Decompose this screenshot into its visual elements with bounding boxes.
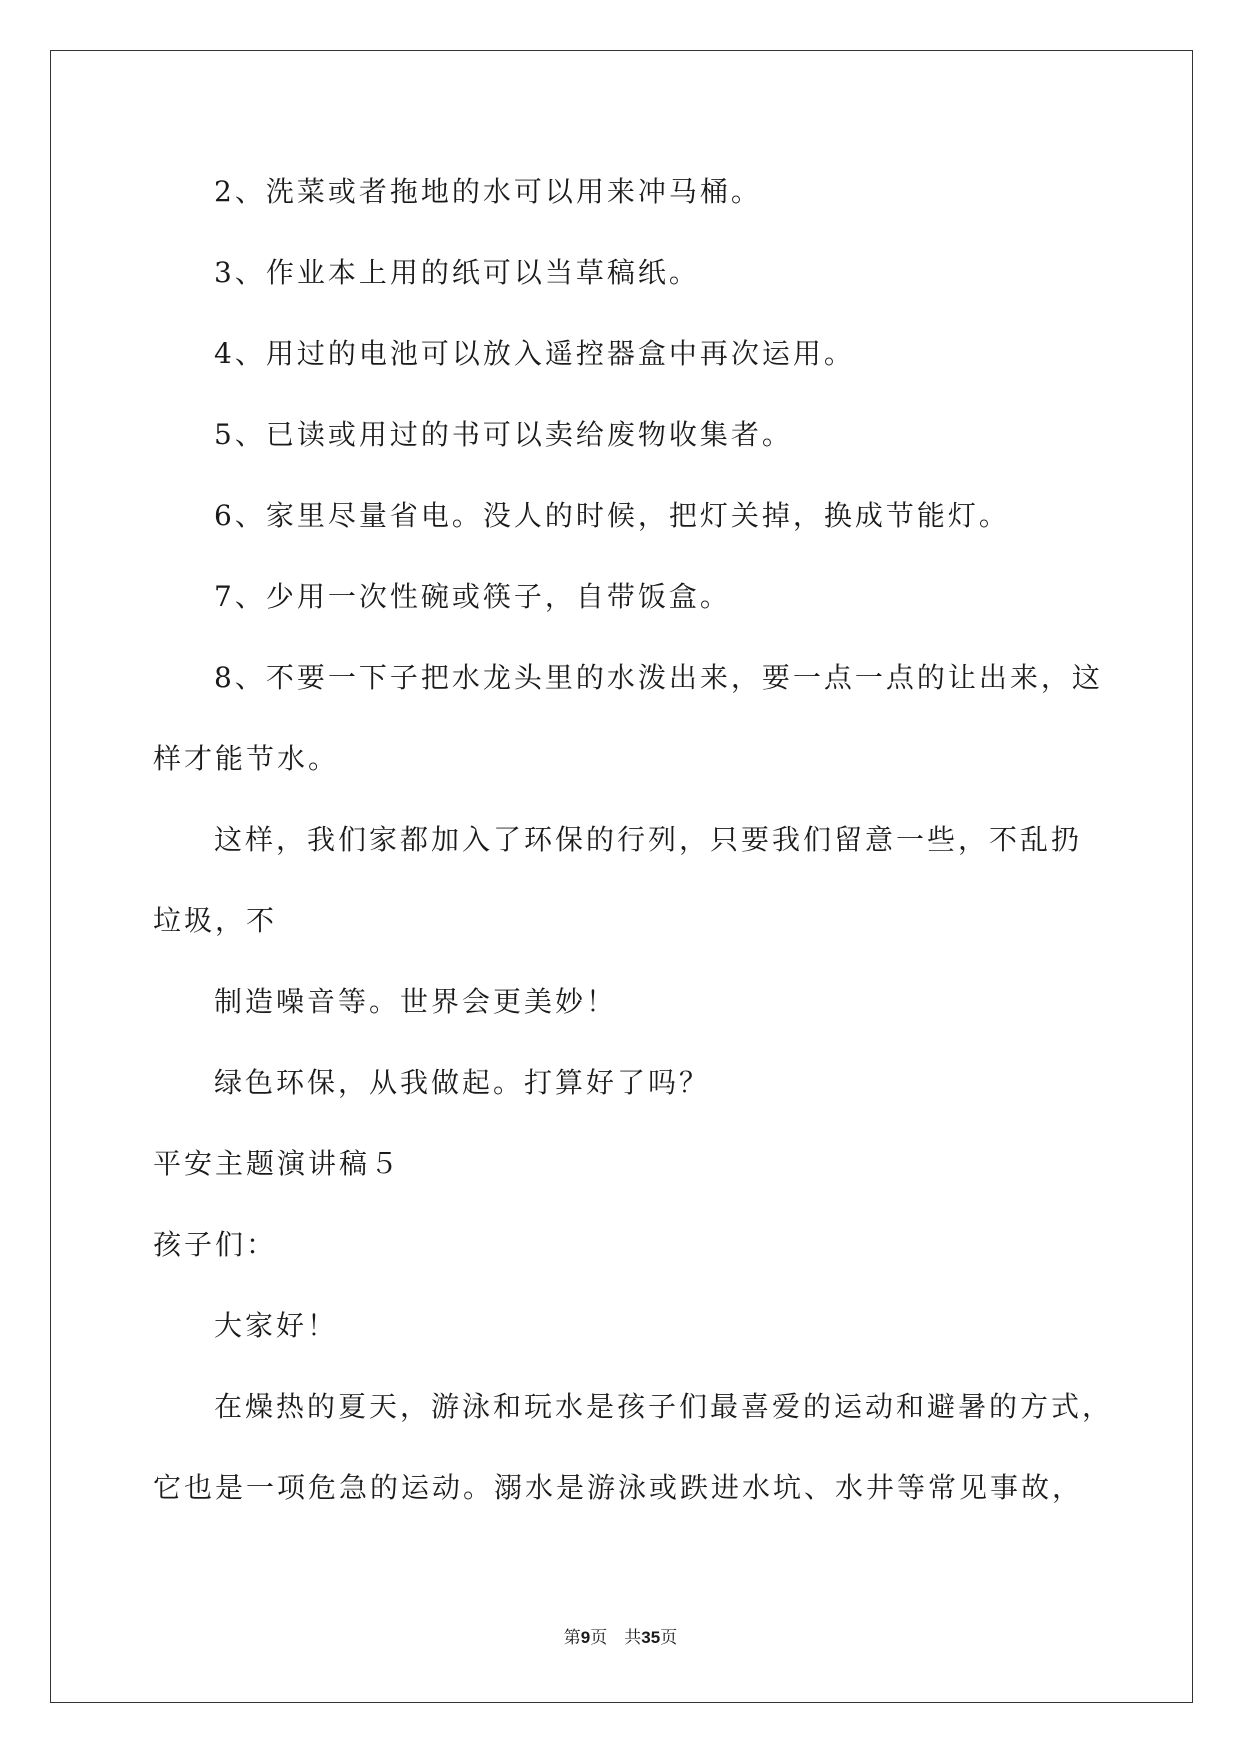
text-line: 绿色环保，从我做起。打算好了吗？	[214, 1066, 711, 1099]
greeting: 大家好！	[214, 1309, 339, 1342]
salutation: 孩子们：	[153, 1228, 278, 1261]
text-line: 制造噪音等。世界会更美妙！	[214, 985, 618, 1018]
section-heading: 平安主题演讲稿５	[153, 1147, 402, 1180]
footer-suffix: 页	[660, 1628, 678, 1648]
footer-middle: 页 共	[590, 1628, 642, 1648]
page-border	[50, 50, 1193, 1703]
total-pages-number: 35	[641, 1628, 661, 1647]
text-line: 4、用过的电池可以放入遥控器盒中再次运用。	[214, 337, 855, 370]
text-line: 3、作业本上用的纸可以当草稿纸。	[214, 256, 700, 289]
text-line: 5、已读或用过的书可以卖给废物收集者。	[214, 418, 793, 451]
text-line: 这样，我们家都加入了环保的行列，只要我们留意一些，不乱扔	[214, 823, 1083, 856]
page-footer	[0, 1627, 1241, 1649]
footer-prefix: 第	[563, 1628, 581, 1648]
text-line: 垃圾，不	[153, 904, 278, 937]
text-line: 6、家里尽量省电。没人的时候，把灯关掉，换成节能灯。	[214, 499, 1010, 532]
text-line: 8、不要一下子把水龙头里的水泼出来，要一点一点的让出来，这	[214, 661, 1103, 694]
text-line: 在燥热的夏天，游泳和玩水是孩子们最喜爱的运动和避暑的方式，	[214, 1390, 1114, 1423]
text-line: 7、少用一次性碗或筷子，自带饭盒。	[214, 580, 731, 613]
current-page-number: 9	[580, 1628, 591, 1647]
text-line: 样才能节水。	[153, 742, 340, 775]
text-line: 它也是一项危急的运动。溺水是游泳或跌进水坑、水井等常见事故，	[153, 1471, 1084, 1504]
text-line: 2、洗菜或者拖地的水可以用来冲马桶。	[214, 175, 762, 208]
